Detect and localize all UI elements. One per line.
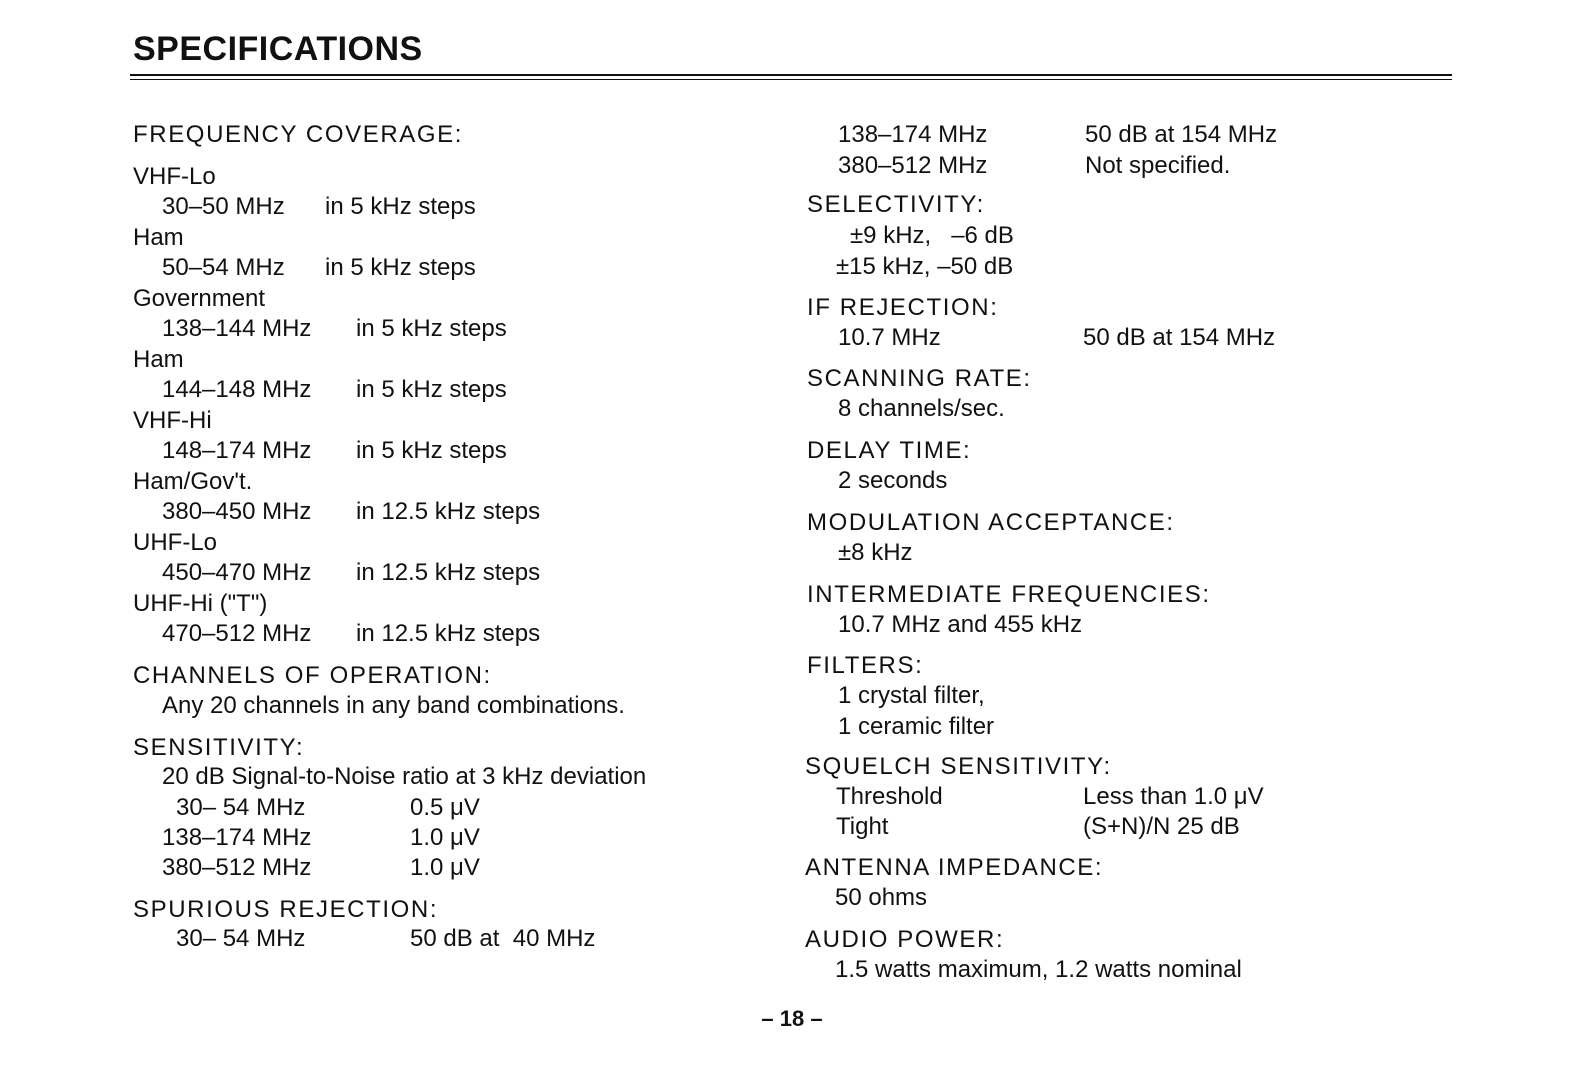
scanning-rate-value: 8 channels/sec. (838, 395, 1005, 422)
band-range: 380–450 MHz (162, 498, 312, 525)
delay-time-heading: DELAY TIME: (807, 437, 972, 464)
band-range: 470–512 MHz (162, 620, 312, 647)
band-name: VHF-Lo (133, 163, 216, 190)
title-rule (130, 74, 1452, 76)
band-step: in 12.5 kHz steps (356, 498, 541, 525)
spurious-range: 30– 54 MHz (176, 925, 306, 952)
band-name: Ham/Gov't. (133, 468, 253, 495)
selectivity-row: ±9 kHz, –6 dB (850, 222, 1014, 249)
spurious-value: Not specified. (1085, 152, 1231, 179)
selectivity-row: ±15 kHz, –50 dB (836, 253, 1014, 280)
band-step: in 5 kHz steps (325, 254, 476, 281)
frequency-coverage-heading: FREQUENCY COVERAGE: (133, 121, 464, 148)
sensitivity-value: 0.5 μV (410, 794, 480, 821)
selectivity-heading: SELECTIVITY: (807, 191, 985, 218)
squelch-label: Threshold (836, 783, 943, 810)
band-range: 450–470 MHz (162, 559, 312, 586)
sensitivity-value: 1.0 μV (410, 854, 480, 881)
band-name: UHF-Lo (133, 529, 218, 556)
sensitivity-range: 30– 54 MHz (176, 794, 306, 821)
intermediate-frequencies-heading: INTERMEDIATE FREQUENCIES: (807, 581, 1211, 608)
modulation-acceptance-heading: MODULATION ACCEPTANCE: (807, 509, 1175, 536)
channels-text: Any 20 channels in any band combinations. (162, 692, 625, 719)
sensitivity-value: 1.0 μV (410, 824, 480, 851)
scanning-rate-heading: SCANNING RATE: (807, 365, 1032, 392)
sensitivity-note: 20 dB Signal-to-Noise ratio at 3 kHz deviation (162, 763, 647, 790)
sensitivity-range: 380–512 MHz (162, 854, 312, 881)
antenna-impedance-value: 50 ohms (835, 884, 928, 911)
antenna-impedance-heading: ANTENNA IMPEDANCE: (805, 854, 1104, 881)
audio-power-heading: AUDIO POWER: (805, 926, 1005, 953)
band-name: Ham (133, 224, 184, 251)
title-rule-thin (130, 79, 1452, 80)
spurious-range: 138–174 MHz (838, 121, 988, 148)
band-name: UHF-Hi ("T") (133, 590, 268, 617)
page-title: SPECIFICATIONS (133, 30, 423, 68)
band-step: in 5 kHz steps (356, 376, 507, 403)
band-step: in 5 kHz steps (356, 315, 507, 342)
filter-item: 1 ceramic filter (838, 713, 995, 740)
spurious-range: 380–512 MHz (838, 152, 988, 179)
delay-time-value: 2 seconds (838, 467, 948, 494)
channels-heading: CHANNELS OF OPERATION: (133, 662, 492, 689)
band-range: 148–174 MHz (162, 437, 312, 464)
band-step: in 5 kHz steps (356, 437, 507, 464)
squelch-label: Tight (836, 813, 889, 840)
page-number: – 18 – (761, 1006, 823, 1031)
band-range: 138–144 MHz (162, 315, 312, 342)
filter-item: 1 crystal filter, (838, 682, 985, 709)
if-rejection-heading: IF REJECTION: (807, 294, 999, 321)
intermediate-frequencies-value: 10.7 MHz and 455 kHz (838, 611, 1083, 638)
band-name: Government (133, 285, 266, 312)
band-range: 144–148 MHz (162, 376, 312, 403)
sensitivity-range: 138–174 MHz (162, 824, 312, 851)
spurious-value: 50 dB at 40 MHz (410, 925, 596, 952)
band-range: 50–54 MHz (162, 254, 285, 281)
if-rejection-range: 10.7 MHz (838, 324, 941, 351)
band-name: VHF-Hi (133, 407, 212, 434)
band-name: Ham (133, 346, 184, 373)
band-step: in 12.5 kHz steps (356, 559, 541, 586)
filters-heading: FILTERS: (807, 652, 924, 679)
band-step: in 12.5 kHz steps (356, 620, 541, 647)
if-rejection-value: 50 dB at 154 MHz (1083, 324, 1276, 351)
squelch-sensitivity-heading: SQUELCH SENSITIVITY: (805, 753, 1112, 780)
band-range: 30–50 MHz (162, 193, 285, 220)
audio-power-value: 1.5 watts maximum, 1.2 watts nominal (835, 956, 1242, 983)
modulation-acceptance-value: ±8 kHz (838, 539, 913, 566)
band-step: in 5 kHz steps (325, 193, 476, 220)
spurious-rejection-heading: SPURIOUS REJECTION: (133, 896, 439, 923)
squelch-value: (S+N)/N 25 dB (1083, 813, 1240, 840)
spurious-value: 50 dB at 154 MHz (1085, 121, 1278, 148)
sensitivity-heading: SENSITIVITY: (133, 734, 305, 761)
squelch-value: Less than 1.0 μV (1083, 783, 1264, 810)
